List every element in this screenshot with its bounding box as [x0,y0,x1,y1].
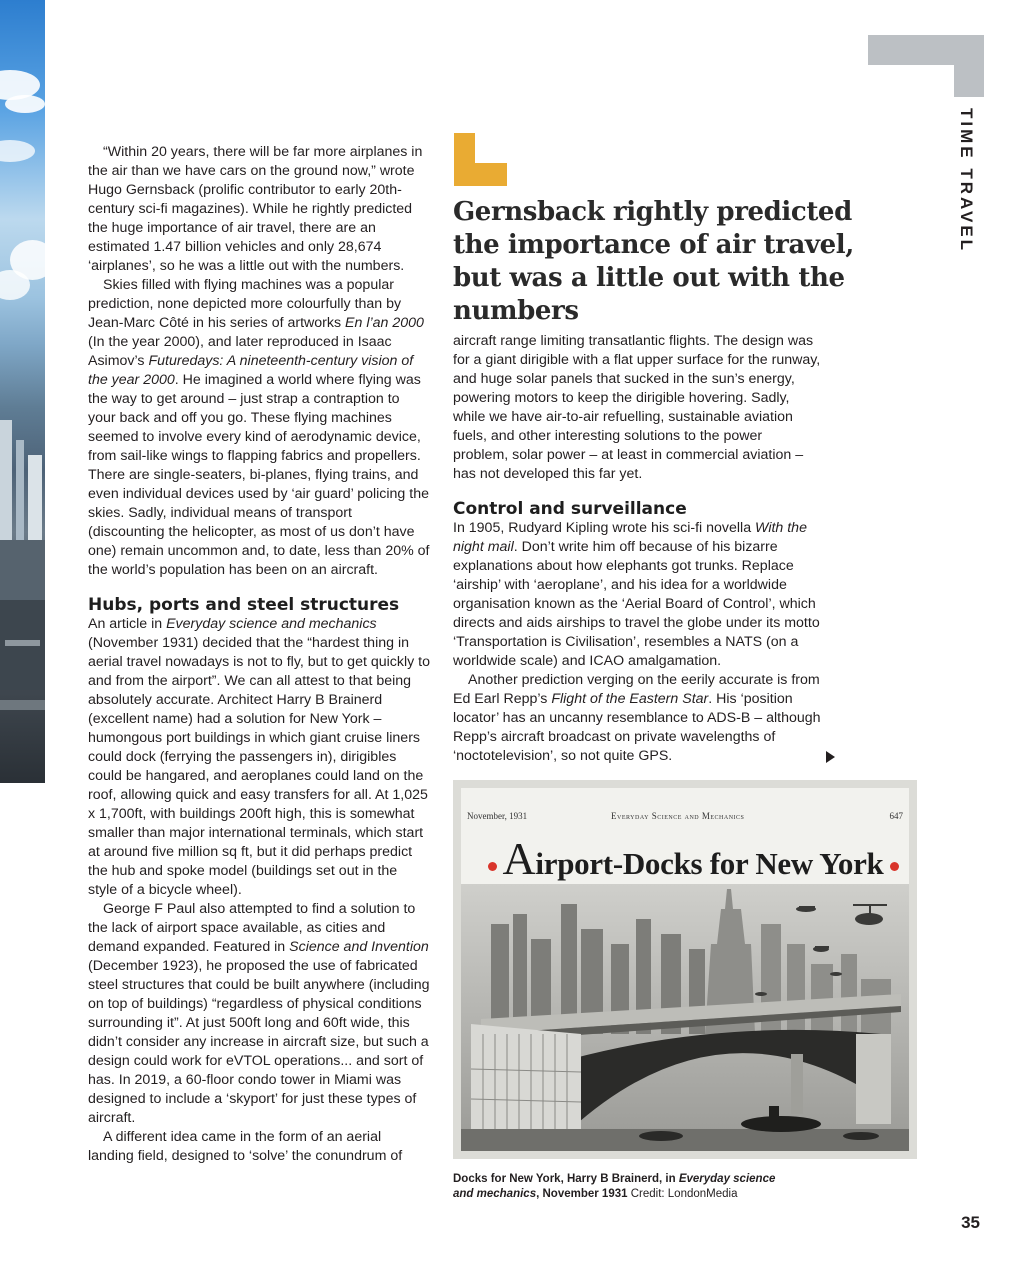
right-text-column [453,332,821,766]
corner-tab-decoration [868,35,984,97]
red-dot-icon [890,862,899,871]
paragraph: In 1905, Rudyard Kipling wrote his sci-fi novella With the night mail. Don’t write him off because of his bizarre explanations about how elephants got trunks. Replace ‘airship’ with ‘aeroplane’, and his idea for a worldwide organisation known as the ‘Aerial Board of Control’, which directs and aids airships to travel the globe under its motto ‘Transportation is Civilisation’, resembles a NATS (on a worldwide scale) and ICAO amalgamation. [453,520,820,669]
subheading-control: Control and surveillance [453,499,687,519]
section-tag: TIME TRAVEL [957,108,976,254]
continue-arrow-icon [826,751,835,763]
image-caption: Docks for New York, Harry B Brainerd, in Everyday science and mechanics, November 1931 Credit: LondonMedia [453,1173,776,1200]
pull-quote-mark [454,133,507,186]
magazine-date: November, 1931 [467,811,528,821]
subheading-hubs: Hubs, ports and steel structures [88,595,400,615]
magazine-title: Airport-Docks for New York [481,832,905,885]
paragraph: A different idea came in the form of an aerial landing field, designed to ‘solve’ the conundrum of [88,1129,403,1164]
paragraph: Another prediction verging on the eerily accurate is from Ed Earl Repp’s Flight of the Eastern Star. His ‘position locator’ has an uncanny resemblance to ADS-B – although Repp’s aircraft broadcast on private wavelengths of ‘noctotelevision’, so not quite GPS. [453,672,821,764]
left-text-column [88,143,430,1166]
red-dot-icon [488,862,497,871]
paragraph: An article in Everyday science and mechanics (November 1931) decided that the “hardest thing in aerial travel nowadays is not to fly, but to get quickly to and from the airport”. We can all attest to that being absolutely accurate. Architect Harry B Brainerd (excellent name) had a solution for New York – humongous port buildings in which giant cruise liners could dock (ferrying the passengers in), dirigibles could be hangared, and aeroplanes could land on the roof, allowing quick and easy transfers for all. At 1,025 x 1,700ft, with buildings 200ft high, this is somewhat smaller than major international terminals, which start at around five million sq ft, but it did perhaps predict the hub and spoke model (buildings set out in the style of a bicycle wheel). [88,616,430,898]
magazine-publication: Everyday Science and Mechanics [611,811,745,821]
left-edge-image [0,0,45,783]
paragraph: Skies filled with flying machines was a popular prediction, none depicted more colourfully than by Jean-Marc Côté in his series of artworks En l’an 2000 (In the year 2000), and later reproduced in Isaac Asimov’s Futuredays: A nineteenth-century vision of the year 2000. He imagined a world where flying was the way to get around – just strap a contraption to your back and off you go. These flying machines seemed to involve every kind of aerodynamic device, from sail-like wings to flapping fabrics and propellers. There are single-seaters, bi-planes, flying trains, and even individual devices used by ‘air guard’ policing the skies. Sadly, individual means of transport (discounting the helicopter, as most of us don’t have one) remain uncommon and, to date, less than 20% of the world’s population has been on an aircraft. [88,277,430,578]
magazine-page: 647 [889,811,903,821]
pull-quote: Gernsback rightly predicted the importance of air travel, but was a little out with the numbers [453,197,854,326]
page-number: 35 [961,1213,980,1232]
intro-paragraph: “Within 20 years, there will be far more airplanes in the air than we have cars on the ground now,” wrote Hugo Gernsback (prolific contributor to early 20th-century sci-fi magazines). While he rightly predicted the huge importance of air travel, there are an estimated 1.47 billion vehicles and only 28,674 ‘airplanes’, so he was a little out with the numbers. [88,144,423,274]
magazine-illustration [453,780,917,1159]
paragraph: George F Paul also attempted to find a solution to the lack of airport space available, as cities and demand expanded. Featured in Science and Invention (December 1923), he proposed the use of fabricated steel structures that could be built anywhere (including on top of buildings) “regardless of physical conditions surrounding it”. At just 500ft long and 60ft wide, this didn’t consider any increase in aircraft size, but such a design could work for eVTOL operations... and sort of has. In 2019, a 60-floor condo tower in Miami was designed to include a ‘skyport’ for just these types of aircraft. [88,901,430,1126]
airport-dock-drawing [461,884,909,1151]
paragraph: aircraft range limiting transatlantic flights. The design was for a giant dirigible with a flat upper surface for the runway, and huge solar panels that sucked in the sun’s energy, powering motors to keep the dirigible hovering. Sadly, while we have air-to-air refuelling, sustainable aviation fuels, and other interesting solutions to the power problem, solar power – at least in commercial aviation – has not developed this far yet. [453,333,821,482]
